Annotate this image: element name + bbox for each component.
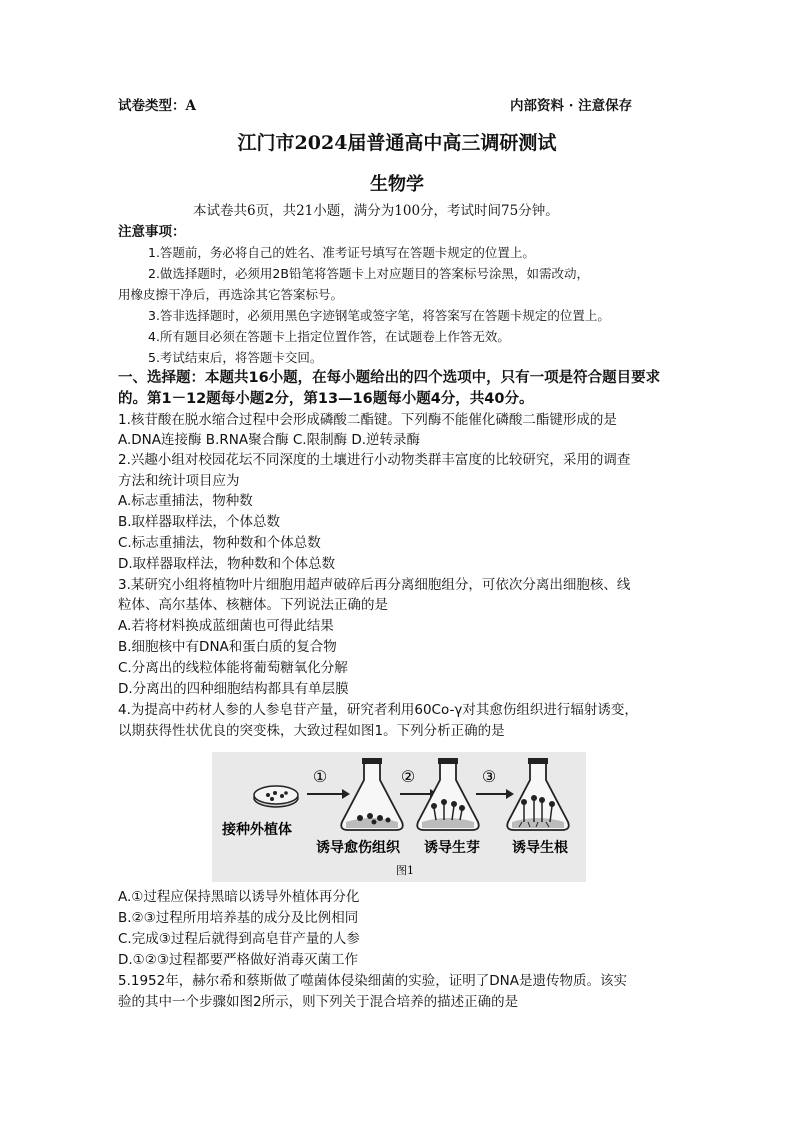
exam-intro: 本试卷共6页，共21小题，满分为100分，考试时间75分钟。 <box>193 203 559 219</box>
q2-stem-cont: 方法和统计项目应为 <box>118 473 240 489</box>
figure-tissue-culture <box>212 752 586 882</box>
step-3-marker: ③ <box>481 767 497 786</box>
step-1-marker: ① <box>312 767 328 786</box>
q2-option-c: C.标志重捕法，物种数和个体总数 <box>118 535 321 551</box>
q1-stem: 1.核苷酸在脱水缩合过程中会形成磷酸二酯键。下列酶不能催化磷酸二酯键形成的是 <box>118 412 617 428</box>
confidential-note: 内部资料 · 注意保存 <box>510 98 633 114</box>
notice-item-2: 2.做选择题时，必须用2B铅笔将答题卡上对应题目的答案标号涂黑，如需改动， <box>148 266 589 281</box>
q5-stem: 5.1952年，赫尔希和蔡斯做了噬菌体侵染细菌的实验，证明了DNA是遗传物质。该实 <box>118 973 627 989</box>
q3-option-a: A.若将材料换成蓝细菌也可得此结果 <box>118 618 334 634</box>
q2-option-a: A.标志重捕法，物种数 <box>118 493 253 509</box>
subject-title: 生物学 <box>370 174 424 195</box>
notice-item-4: 4.所有题目必须在答题卡上指定位置作答，在试题卷上作答无效。 <box>148 329 510 344</box>
notice-item-5: 5.考试结束后，将答题卡交回。 <box>148 350 323 365</box>
step-2-marker: ② <box>400 767 416 786</box>
label-induce-root: 诱导生根 <box>512 840 568 856</box>
q3-option-b: B.细胞核中有DNA和蛋白质的复合物 <box>118 639 337 655</box>
q4-option-d: D.①②③过程都要严格做好消毒灭菌工作 <box>118 952 358 968</box>
q3-option-d: D.分离出的四种细胞结构都具有单层膜 <box>118 681 349 697</box>
label-induce-shoot: 诱导生芽 <box>424 840 480 856</box>
q3-option-c: C.分离出的线粒体能将葡萄糖氧化分解 <box>118 660 348 676</box>
q4-option-c: C.完成③过程后就得到高皂苷产量的人参 <box>118 931 360 947</box>
q4-stem: 4.为提高中药材人参的人参皂苷产量，研究者利用60Co-γ对其愈伤组织进行辐射诱变， <box>118 702 638 718</box>
q2-option-d: D.取样器取样法，物种数和个体总数 <box>118 556 336 572</box>
q5-stem-cont: 验的其中一个步骤如图2所示，则下列关于混合培养的描述正确的是 <box>118 994 519 1010</box>
q3-stem-cont: 粒体、高尔基体、核糖体。下列说法正确的是 <box>118 597 388 613</box>
figure-caption: 图1 <box>396 864 414 877</box>
section-scoring: 的。第1－12题每小题2分，第13—16题每小题4分，共40分。 <box>118 391 534 407</box>
petri-dish-icon <box>254 786 298 807</box>
q3-stem: 3.某研究小组将植物叶片细胞用超声破碎后再分离细胞组分，可依次分离出细胞核、线 <box>118 577 631 593</box>
q1-options: A.DNA连接酶 B.RNA聚合酶 C.限制酶 D.逆转录酶 <box>118 432 421 448</box>
notice-heading: 注意事项： <box>118 224 186 240</box>
q4-stem-cont: 以期获得性状优良的突变株，大致过程如图1。下列分析正确的是 <box>118 723 505 739</box>
exam-title: 江门市2024届普通高中高三调研测试 <box>237 132 557 154</box>
notice-item-2-cont: 用橡皮擦干净后，再选涂其它答案标号。 <box>118 287 344 302</box>
paper-type: 试卷类型：A <box>118 98 196 114</box>
label-induce-callus: 诱导愈伤组织 <box>316 840 400 856</box>
q2-stem: 2.兴趣小组对校园花坛不同深度的土壤进行小动物类群丰富度的比较研究，采用的调查 <box>118 452 631 468</box>
notice-item-3: 3.答非选择题时，必须用黑色字迹钢笔或签字笔，将答案写在答题卡规定的位置上。 <box>148 308 610 323</box>
label-inoculate-explant: 接种外植体 <box>222 822 292 838</box>
notice-item-1: 1.答题前，务必将自己的姓名、准考证号填写在答题卡规定的位置上。 <box>148 245 535 260</box>
q4-option-a: A.①过程应保持黑暗以诱导外植体再分化 <box>118 889 360 905</box>
section-heading: 一、选择题：本题共16小题，在每小题给出的四个选项中，只有一项是符合题目要求 <box>118 370 661 386</box>
q2-option-b: B.取样器取样法，个体总数 <box>118 514 281 530</box>
q4-option-b: B.②③过程所用培养基的成分及比例相同 <box>118 910 359 926</box>
